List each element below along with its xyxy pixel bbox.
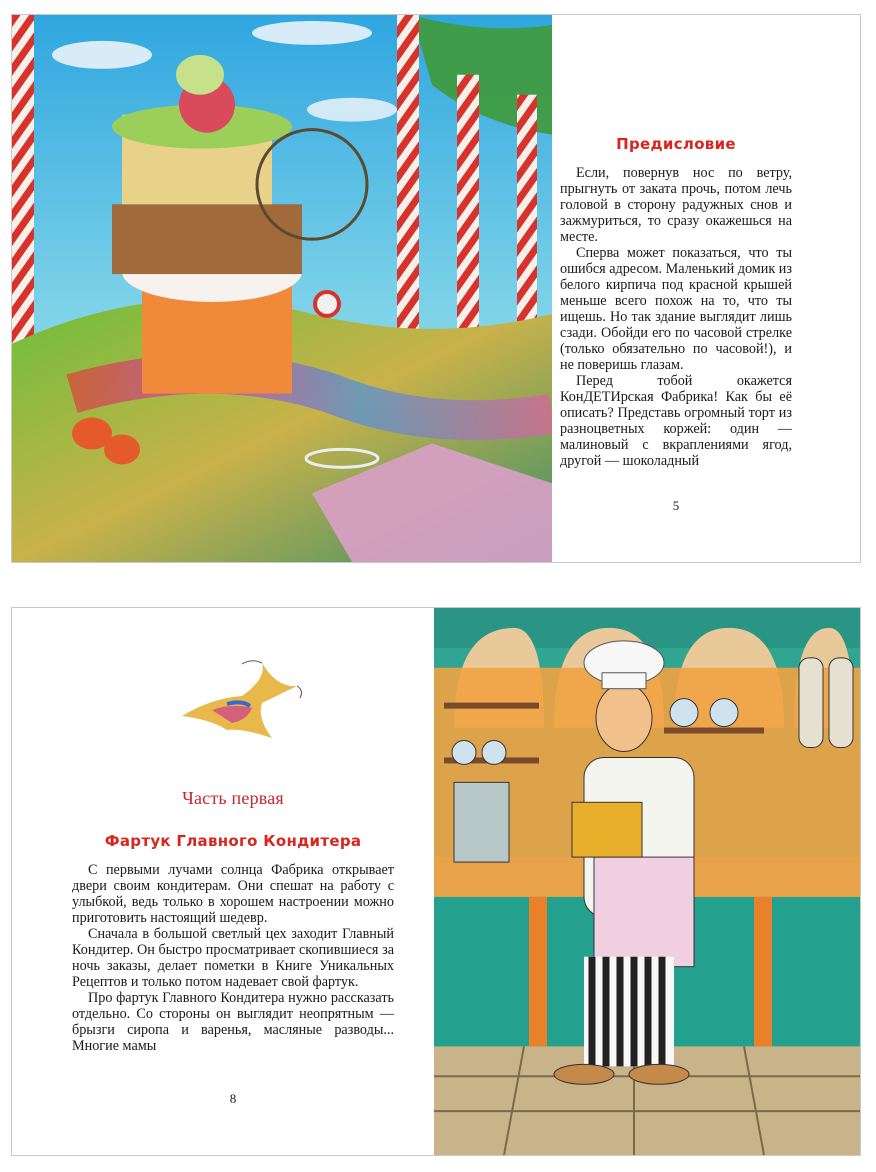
- pastry-chef-illustration: [434, 608, 860, 1155]
- page-number: 5: [672, 498, 680, 513]
- book-spread-1: [11, 14, 861, 563]
- paragraph: Про фартук Главного Кондитера нужно рассказать отдельно. Со стороны он выглядит неопрятным — брызги сиропа и варенья, масляные разводы... Многие мамы: [72, 990, 394, 1054]
- part-title: Часть первая: [182, 788, 284, 808]
- preface-page: [560, 15, 792, 562]
- page-number: 8: [229, 1091, 237, 1106]
- paragraph: С первыми лучами солнца Фабрика открывает двери своим кондитерам. Они спешат на работу с улыбкой, ведь только в хорошем настроении можно приготовить настоящий шедевр.: [72, 862, 394, 926]
- preface-text: [560, 165, 792, 469]
- chapter-page: [72, 608, 394, 1155]
- paragraph: Сначала в большой светлый цех заходит Главный Кондитер. Он быстро просматривает скопившиеся за ночь заказы, делает пометки в Книге Уникальных Рецептов и только потом надевает свой фартук.: [72, 926, 394, 990]
- chef-in-shop-picture: [434, 608, 860, 1155]
- chapter-title: Фартук Главного Кондитера: [104, 832, 362, 850]
- book-spread-2: [11, 607, 861, 1156]
- cake-house-illustration: [12, 15, 552, 562]
- cake-house-picture: [12, 15, 552, 562]
- chapter-text: [72, 862, 394, 1054]
- preface-heading: Предисловие: [616, 135, 736, 153]
- paragraph: Перед тобой окажется КонДЕТИрская Фабрика! Как бы её описать? Представь огромный торт из разноцветных коржей: один — малиновый с вкраплениями ягод, другой — шоколадный: [560, 373, 792, 469]
- paragraph: Сперва может показаться, что ты ошибся адресом. Маленький домик из белого кирпича под красной крышей меньше всего похож на то, что ты ищешь. Но так здание выглядит лишь сзади. Обойди его по часовой стрелке (только обязательно по часовой!), и не поверишь глазам.: [560, 245, 793, 373]
- paragraph: Если, повернув нос по ветру, прыгнуть от заката прочь, потом лечь головой в сторону радужных снов и зажмуриться, то сразу окажешься на месте.: [560, 165, 792, 245]
